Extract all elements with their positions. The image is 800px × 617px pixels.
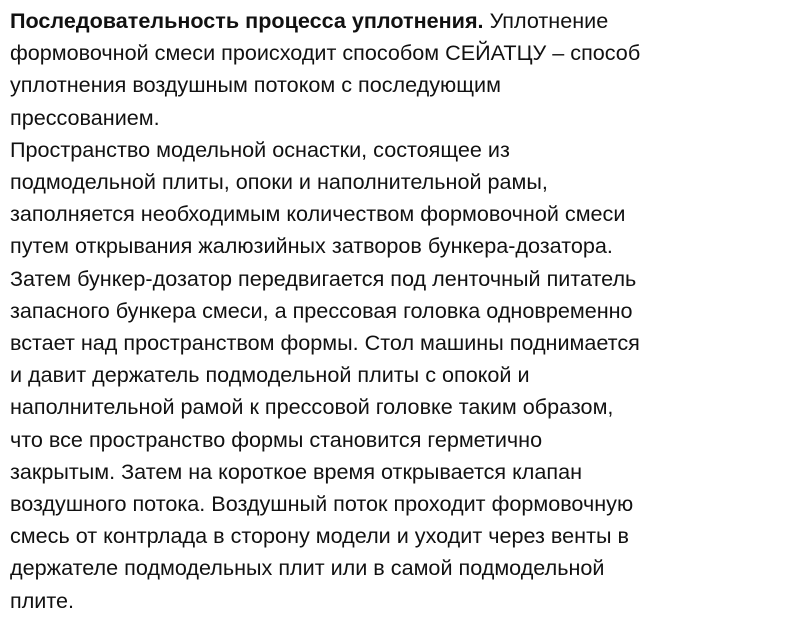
text-line: держателе подмодельных плит или в самой подмодельной	[10, 555, 605, 581]
text-block	[10, 5, 794, 617]
text-line: запасного бункера смеси, а прессовая головка одновременно	[10, 297, 633, 323]
text-line: что все пространство формы становится герметично	[10, 426, 543, 452]
text-line: уплотнения воздушным потоком с последующим	[10, 72, 501, 98]
text-line: путем открывания жалюзийных затворов бункера-дозатора.	[10, 233, 613, 259]
text-line: плите.	[10, 587, 75, 613]
text-line: воздушного потока. Воздушный поток проходит формовочную	[10, 491, 634, 517]
text-line: встает над пространством формы. Стол машины поднимается	[10, 330, 640, 356]
text-line: наполнительной рамой к прессовой головке таким образом,	[10, 394, 614, 420]
text-line: Пространство модельной оснастки, состоящее из	[10, 136, 510, 162]
text-line: прессованием.	[10, 104, 160, 130]
text-line: смесь от контрлада в сторону модели и уходит через венты в	[10, 523, 629, 549]
text-line-content: Уплотнение	[489, 8, 609, 33]
text-line	[10, 5, 794, 37]
text-line: и давит держатель подмодельной плиты с опокой и	[10, 362, 530, 388]
text-line: формовочной смеси происходит способом СЕЙАТЦУ – способ	[10, 40, 641, 66]
text-line: подмодельной плиты, опоки и наполнительной рамы,	[10, 169, 548, 195]
text-line: закрытым. Затем на короткое время открывается клапан	[10, 458, 583, 484]
text-line: Затем бункер-дозатор передвигается под ленточный питатель	[10, 265, 637, 291]
heading: Последовательность процесса уплотнения.	[10, 8, 484, 33]
text-line: заполняется необходимым количеством формовочной смеси	[10, 201, 626, 227]
